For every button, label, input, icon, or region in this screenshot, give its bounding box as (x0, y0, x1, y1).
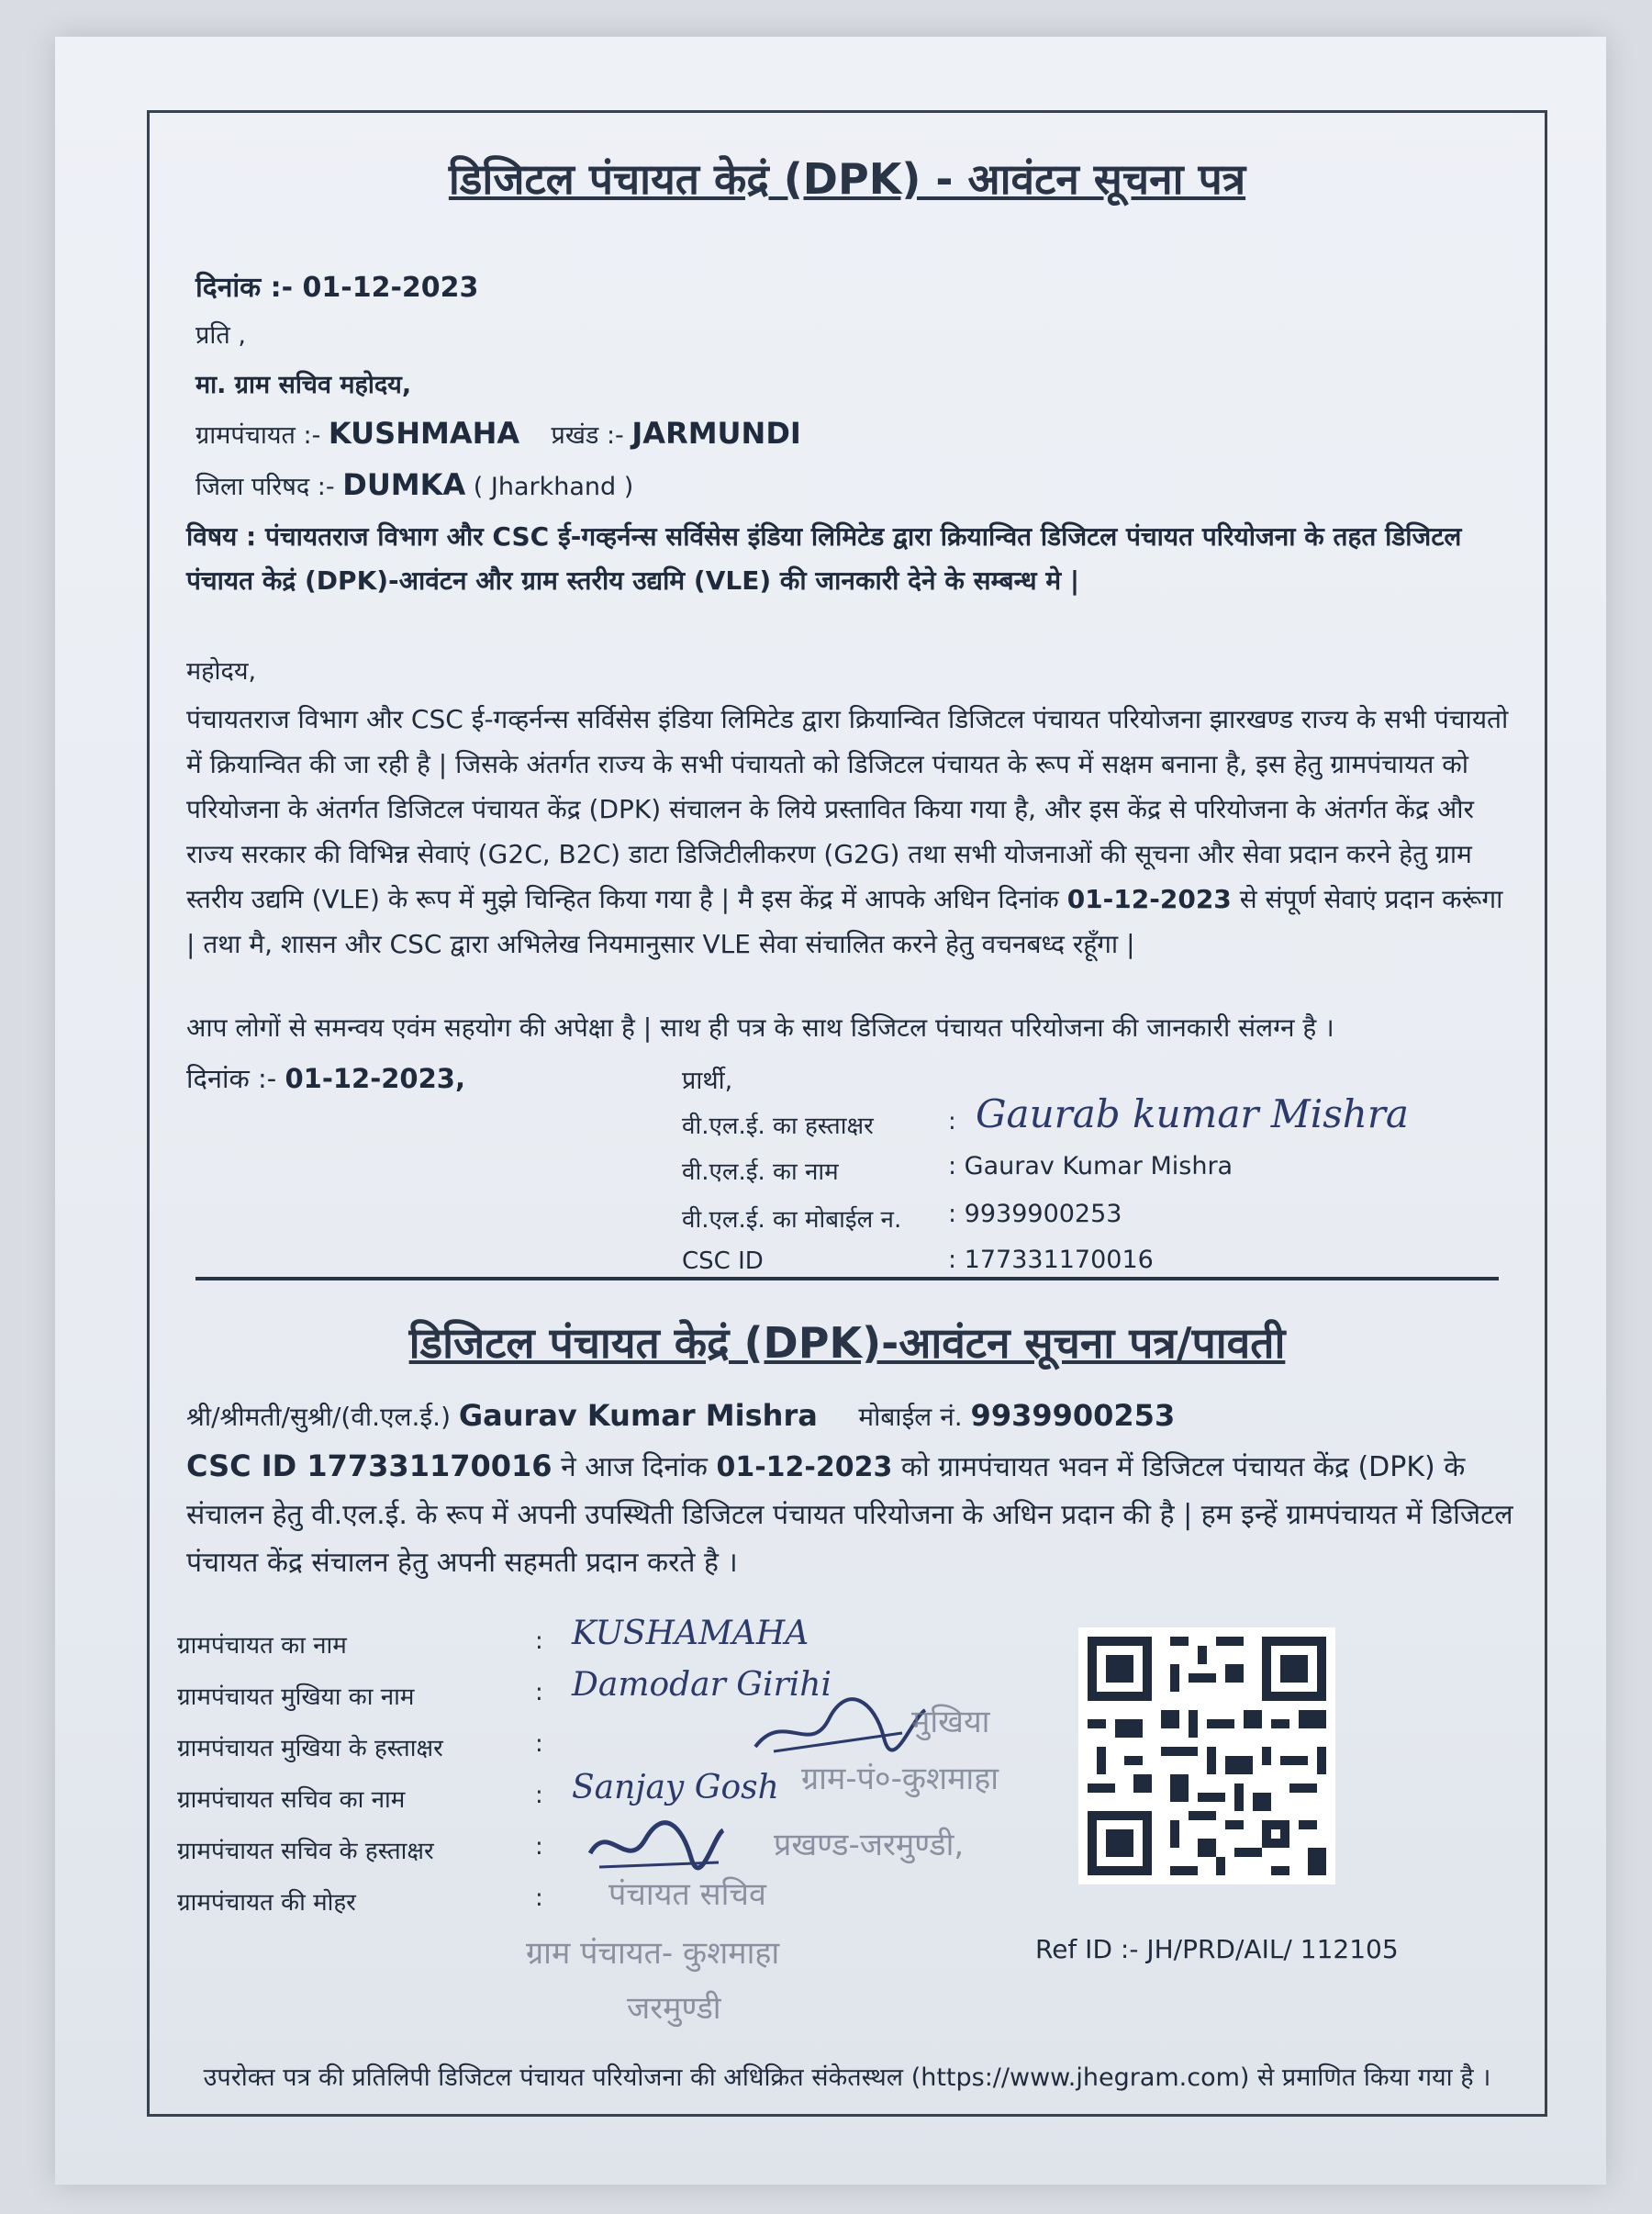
row-sachiv-sign-label: ग्रामपंचायत सचिव के हस्ताक्षर (177, 1838, 434, 1865)
vle-signature: Gaurab kumar Mishra (976, 1091, 1409, 1136)
row-colon: : (535, 1884, 543, 1912)
body-paragraph-1: पंचायतराज विभाग और CSC ई-गव्हर्नन्स सर्विसेस इंडिया लिमिटेड द्वारा क्रियान्वित डिजिटल पंचायत परियोजना झारखण्ड राज्य के सभी पंचायतो में क्रियान्वित की जा रही है | जिसके अंतर्गत राज्य के सभी पंचायतो को डिजिटल पंचायत के रूप में सक्षम बनाना है, इस हेतु ग्रामपंचायत को परियोजना के अंतर्गत डिजिटल पंचायत केंद्र (DPK) संचालन के लिये प्रस्तावित किया गया है, और इस केंद्र से परियोजना के अंतर्गत केंद्र और राज्य सरकार की विभिन्न सेवाएं (G2C, B2C) डाटा डिजिटीलीकरण (G2G) तथा सभी योजनाओं की सूचना और सेवा प्रदान करने हेतु ग्राम स्तरीय उद्यमि (VLE) के रूप में मुझे चिन्हित किया गया है | मै इस केंद्र में आपके अधिन दिनांक 01-12-2023 से संपूर्ण सेवाएं प्रदान करूंगा | तथा मै, शासन और CSC द्वारा अभिलेख नियमानुसार VLE सेवा संचालित करने हेतु वचनबध्द रहूँगा | (186, 704, 1509, 959)
stamp-text-prakhand: प्रखण्ड-जरमुण्डी, (774, 1827, 965, 1863)
stamp-text-gram: ग्राम-पं०-कुशमाहा (801, 1761, 999, 1797)
vle-sign-label: वी.एल.ई. का हस्ताक्षर (682, 1113, 874, 1140)
district-label: जिला परिषद :- (195, 473, 335, 501)
section-divider (195, 1277, 1499, 1280)
sign-date: दिनांक :- 01-12-2023, (186, 1063, 465, 1094)
row-seal-label: ग्रामपंचायत की मोहर (177, 1889, 356, 1917)
stamp-text-mukhiya: मुखिया (911, 1704, 990, 1740)
addressee: मा. ग्राम सचिव महोदय, (195, 371, 412, 399)
letter-frame (147, 110, 1547, 2117)
receipt-name-line: श्री/श्रीमती/सुश्री/(वी.एल.ई.) Gaurav Kumar Mishra मोबाईल नं. 9939900253 (186, 1398, 1176, 1433)
vle-sign-colon: : (948, 1108, 956, 1135)
gp-label: ग्रामपंचायत :- (195, 421, 321, 450)
row-mukhiya-sign-label: ग्रामपंचायत मुखिया के हस्ताक्षर (177, 1735, 443, 1762)
row-sachiv-name-value: Sanjay Gosh (572, 1769, 779, 1806)
to-line: प्रति , (195, 321, 246, 350)
subject: विषय : पंचायतराज विभाग और CSC ई-गव्हर्नन्स सर्विसेस इंडिया लिमिटेड द्वारा क्रियान्वित डिजिटल पंचायत परियोजना के तहत डिजिटल पंचायत केद्रं (DPK)-आवंटन और ग्राम स्तरीय उद्यमि (VLE) की जानकारी देने के सम्बन्ध मे | (186, 521, 1462, 596)
vle-name-label: वी.एल.ई. का नाम (682, 1158, 839, 1186)
applicant: प्रार्थी, (682, 1067, 733, 1095)
row-mukhiya-name-value: Damodar Girihi (572, 1666, 832, 1704)
letter-date: दिनांक :- 01-12-2023 (195, 272, 479, 304)
salutation: महोदय, (186, 657, 257, 686)
qr-code-icon (1078, 1627, 1335, 1884)
gp-value: KUSHMAHA (328, 416, 520, 451)
csc-id-value: : 177331170016 (948, 1246, 1154, 1274)
ref-id: Ref ID :- JH/PRD/AIL/ 112105 (1035, 1934, 1399, 1964)
vle-mobile: : 9939900253 (948, 1200, 1122, 1228)
body-paragraph-2: आप लोगों से समन्वय एवंम सहयोग की अपेक्षा है | साथ ही पत्र के साथ डिजिटल पंचायत परियोजना की जानकारी संलग्न है । (186, 1012, 1334, 1043)
district-value: DUMKA (342, 467, 466, 502)
block-value: JARMUNDI (631, 416, 801, 451)
row-mukhiya-name-label: ग्रामपंचायत मुखिया का नाम (177, 1683, 415, 1711)
mukhiya-signature-icon (746, 1692, 930, 1765)
state-value: ( Jharkhand ) (473, 473, 634, 501)
block-label: प्रखंड :- (551, 421, 624, 450)
row-colon: : (535, 1627, 543, 1655)
gp-line (195, 416, 801, 451)
row-sachiv-name-label: ग्रामपंचायत सचिव का नाम (177, 1786, 406, 1814)
receipt-paragraph: CSC ID 177331170016 ने आज दिनांक 01-12-2023 को ग्रामपंचायत भवन में डिजिटल पंचायत केंद्र (DPK) के संचालन हेतु वी.एल.ई. के रूप में अपनी उपस्थिती डिजिटल पंचायत परियोजना के अधिन प्रदान की है | हम इन्हें ग्रामपंचायत में डिजिटल पंचायत केंद्र संचालन हेतु अपनी सहमती प्रदान करते है । (186, 1448, 1513, 1579)
stamp-text-sachiv: पंचायत सचिव (608, 1876, 766, 1913)
row-colon: : (535, 1833, 543, 1861)
vle-name: : Gaurav Kumar Mishra (948, 1152, 1233, 1180)
row-colon: : (535, 1782, 543, 1809)
footer-note: उपरोक्त पत्र की प्रतिलिपी डिजिटल पंचायत परियोजना की अधिक्रित संकेतस्थल (https://www.jhegram.com) से प्रमाणित किया गया है । (203, 2063, 1491, 2092)
row-gp-name-label: ग्रामपंचायत का नाम (177, 1632, 347, 1660)
row-colon: : (535, 1679, 543, 1706)
row-colon: : (535, 1730, 543, 1758)
receipt-title: डिजिटल पंचायत केद्रं (DPK)-आवंटन सूचना पत्र/पावती (408, 1318, 1286, 1368)
letter-title: डिजिटल पंचायत केद्रं (DPK) - आवंटन सूचना पत्र (448, 154, 1246, 204)
row-gp-name-value: KUSHAMAHA (572, 1615, 809, 1652)
stamp-text-jarmundi: जरमुण्डी (627, 1990, 721, 2027)
csc-id-label: CSC ID (682, 1247, 764, 1275)
district-line (195, 467, 633, 502)
document-sheet (55, 37, 1606, 2185)
stamp-text-gram-panchayat: ग्राम पंचायत- कुशमाहा (526, 1935, 780, 1972)
vle-mobile-label: वी.एल.ई. का मोबाईल न. (682, 1206, 902, 1234)
